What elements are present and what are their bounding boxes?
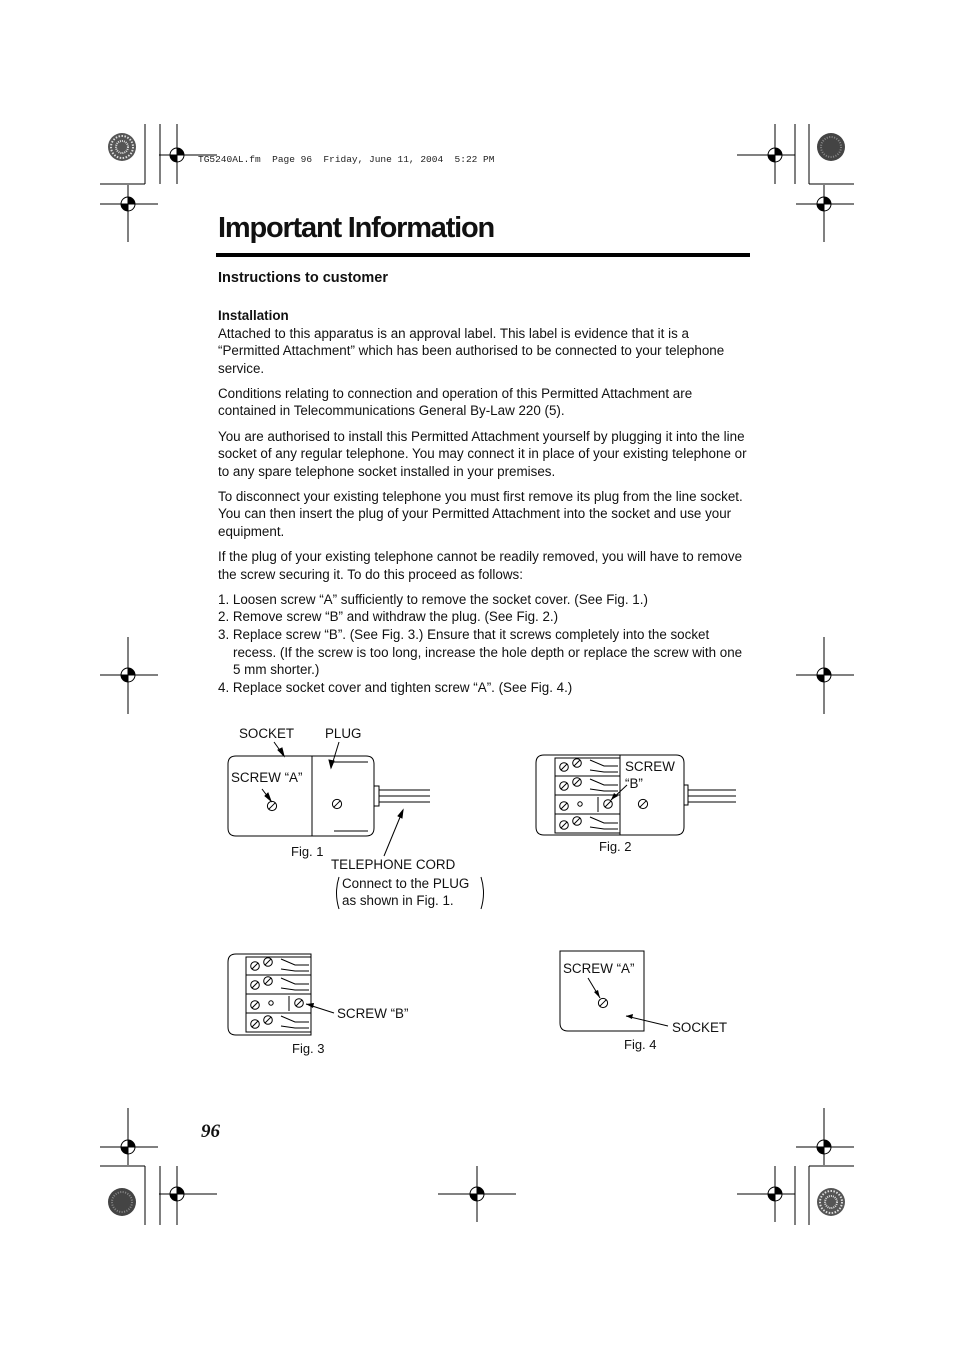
fig3-screw-label: SCREW “B” [337, 1006, 409, 1021]
fig1-cord-label: TELEPHONE CORD [331, 857, 456, 872]
fig3-drawing [228, 954, 334, 1035]
fig1-plug-label: PLUG [325, 726, 362, 741]
fig4-socket-label: SOCKET [672, 1020, 728, 1035]
fig2-screw-label-line2: “B” [625, 776, 643, 791]
fig2-caption: Fig. 2 [599, 839, 632, 854]
step-item: 2. Remove screw “B” and withdraw the plug. (See Fig. 2.) [218, 609, 559, 625]
paragraph: To disconnect your existing telephone you must first remove its plug from the line socket. You can then insert the plug of your Permitted Attachment into the socket and use your equipment. [218, 488, 743, 540]
fig1-screw-label: SCREW “A” [231, 770, 303, 785]
paragraph: Attached to this apparatus is an approval label. This label is evidence that it is a “Permitted Attachment” which has been authorised to be connected to your telephone service. [218, 325, 725, 376]
fig1-caption: Fig. 1 [291, 844, 324, 859]
fig4-caption: Fig. 4 [624, 1037, 657, 1052]
section-heading: Instructions to customer [218, 270, 388, 286]
paragraph: Conditions relating to connection and operation of this Permitted Attachment are contained in Telecommunications General By-Law 220 (5). [218, 385, 693, 419]
paragraph: You are authorised to install this Permitted Attachment yourself by plugging it into the line socket of any regular telephone. You may connect it in place of your existing telephone or to any spare telephone socket installed in your premises. [218, 428, 747, 479]
step-item: 3. Replace screw “B”. (See Fig. 3.) Ensure that it screws completely into the socket recess. (If the screw is too long, increase the hole depth or replace the screw with one 5 mm shorter.) [218, 627, 743, 678]
file-meta-header: TG5240AL.fm Page 96 Friday, June 11, 2004 5:22 PM [198, 154, 495, 165]
page-number: 96 [201, 1121, 220, 1142]
step-item: 4. Replace socket cover and tighten screw “A”. (See Fig. 4.) [218, 679, 573, 695]
page-title: Important Information [218, 212, 495, 244]
fig1-note-line1: Connect to the PLUG [342, 876, 470, 891]
step-item: 1. Loosen screw “A” sufficiently to remove the socket cover. (See Fig. 1.) [218, 591, 648, 607]
paragraph: If the plug of your existing telephone cannot be readily removed, you will have to remove the screw securing it. To do this proceed as follows: [218, 549, 743, 582]
fig4-screw-label: SCREW “A” [563, 961, 635, 976]
fig3-caption: Fig. 3 [292, 1041, 325, 1056]
fig1-socket-label: SOCKET [239, 726, 295, 741]
fig2-screw-label-line1: SCREW [625, 759, 675, 774]
subsection-heading: Installation [218, 308, 289, 323]
fig1-note-line2: as shown in Fig. 1. [342, 893, 454, 908]
